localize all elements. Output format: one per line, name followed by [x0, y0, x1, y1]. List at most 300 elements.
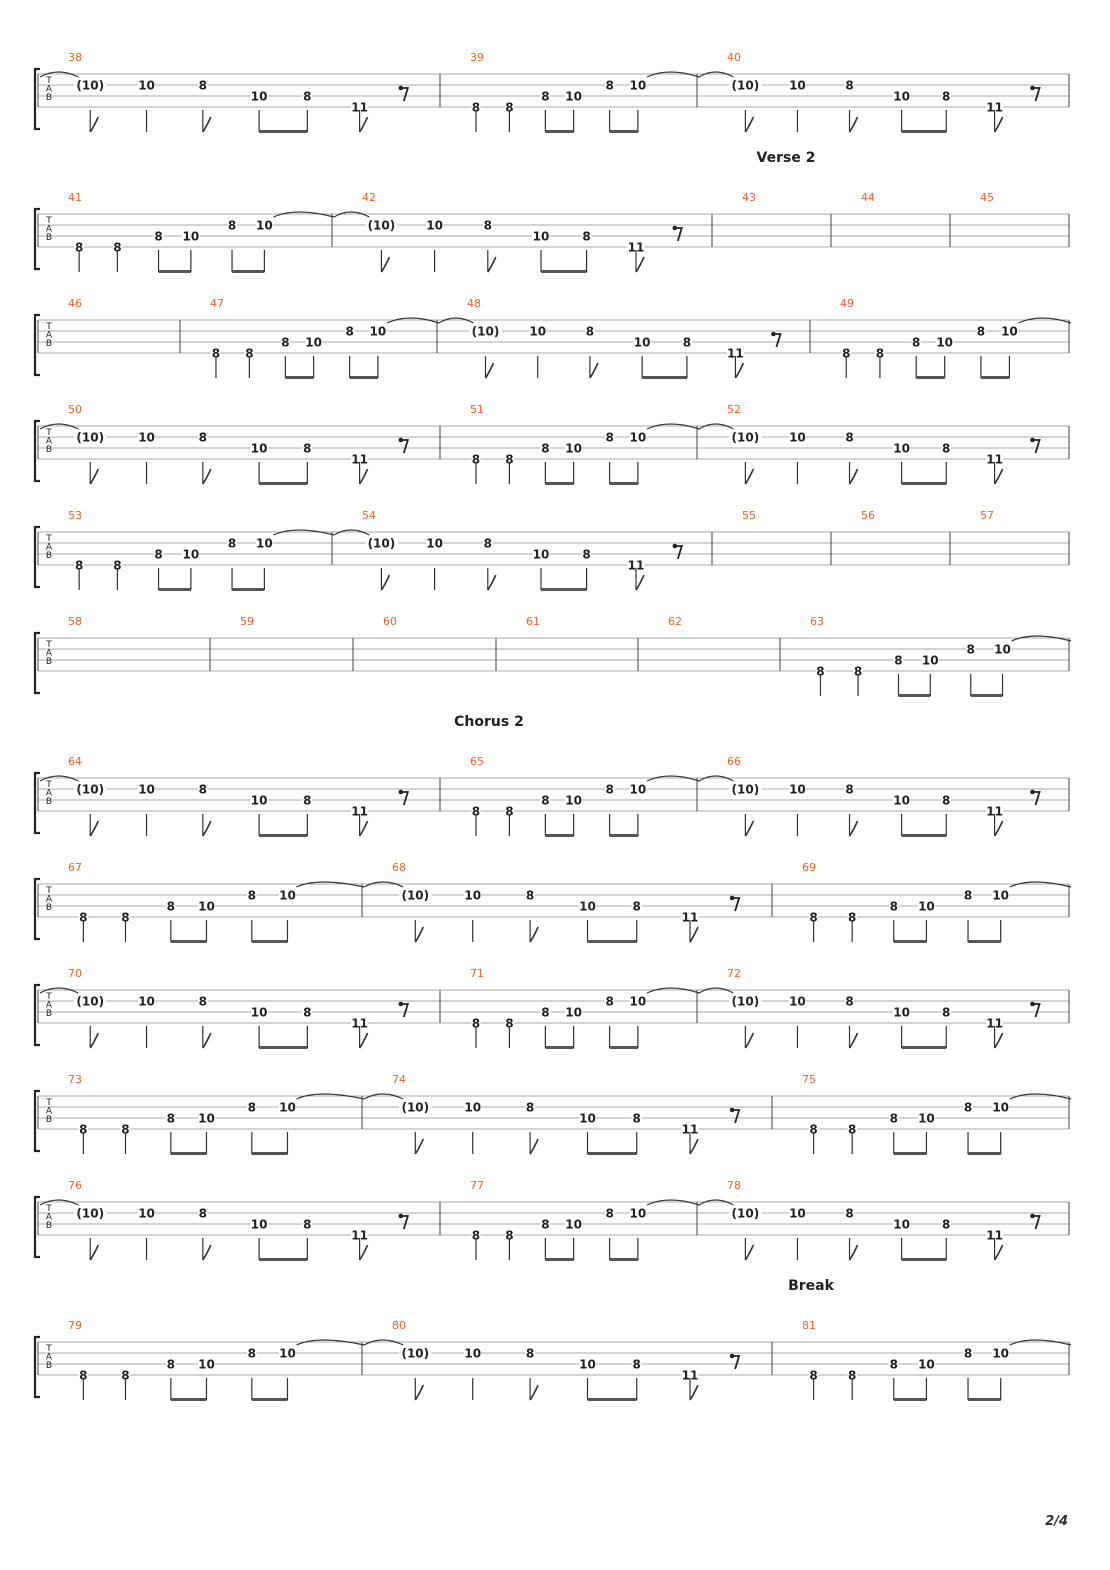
fret-number: 8 — [198, 78, 207, 93]
tie-arc — [699, 424, 733, 429]
fret-number: (10) — [76, 1206, 105, 1221]
bar-number: 47 — [210, 297, 224, 310]
section-label: Chorus 2 — [454, 714, 524, 730]
tie-arc — [1010, 1340, 1071, 1345]
eighth-rest-dot — [673, 544, 678, 549]
tab-clef-letter: T — [46, 322, 52, 332]
fret-number: (10) — [471, 324, 500, 339]
note-beam — [968, 940, 1001, 943]
tie-arc — [699, 988, 733, 993]
fret-number: 10 — [279, 1100, 296, 1115]
bar-number: 48 — [467, 297, 481, 310]
bar-number: 70 — [68, 967, 82, 980]
note-beam — [171, 940, 207, 943]
fret-number: 10 — [918, 1111, 935, 1126]
fret-number: 8 — [525, 1346, 535, 1361]
bar-number: 50 — [68, 403, 82, 416]
note-beam — [916, 376, 944, 379]
eighth-flag — [381, 257, 389, 272]
fret-number: (10) — [401, 1100, 430, 1115]
tab-clef-letter: A — [45, 1106, 53, 1117]
fret-number: 10 — [565, 1217, 582, 1232]
fret-number: 8 — [471, 804, 481, 819]
fret-number: 8 — [845, 994, 854, 1009]
eighth-flag — [381, 575, 389, 590]
fret-number: (10) — [76, 994, 105, 1009]
fret-number: 10 — [250, 441, 268, 456]
fret-number: 10 — [138, 1206, 155, 1221]
note-beam — [252, 1398, 288, 1401]
tie-arc — [647, 72, 699, 77]
tab-clef-letter: B — [45, 1221, 53, 1231]
bar-number: 56 — [861, 509, 875, 522]
tie-arc — [364, 1094, 403, 1099]
fret-number: 8 — [889, 899, 898, 914]
fret-number: 8 — [809, 1122, 818, 1137]
fret-number: 8 — [198, 994, 207, 1009]
tie-arc — [334, 212, 369, 217]
bar-number: 57 — [980, 509, 994, 522]
note-beam — [610, 482, 638, 485]
fret-number: 10 — [250, 89, 268, 104]
fret-number: 10 — [198, 1111, 215, 1126]
eighth-rest-dot — [399, 1214, 404, 1219]
tie-arc — [647, 776, 699, 781]
fret-number: 10 — [182, 229, 200, 244]
fret-number: 10 — [994, 642, 1011, 657]
fret-number: 8 — [483, 218, 492, 233]
fret-number: 8 — [525, 888, 535, 903]
tie-arc — [273, 530, 334, 535]
fret-number: 10 — [789, 430, 806, 445]
fret-number: 8 — [121, 1368, 130, 1383]
fret-number: 10 — [579, 1111, 596, 1126]
bar-number: 41 — [68, 191, 82, 204]
tab-clef-letter: A — [45, 1000, 53, 1011]
note-beam — [610, 1046, 638, 1049]
fret-number: 8 — [816, 664, 825, 679]
fret-number: 10 — [565, 441, 582, 456]
fret-number: 8 — [809, 910, 818, 925]
bar-number: 74 — [392, 1073, 406, 1086]
tie-arc — [699, 776, 733, 781]
bar-number: 42 — [362, 191, 376, 204]
fret-number: 8 — [632, 1357, 641, 1372]
fret-number: 8 — [605, 78, 614, 93]
fret-number: 8 — [303, 1005, 312, 1020]
fret-number: (10) — [76, 78, 105, 93]
eighth-rest-dot — [730, 1354, 735, 1359]
eighth-flag — [995, 469, 1003, 484]
bar-number: 62 — [668, 615, 682, 628]
fret-number: 11 — [986, 1228, 1003, 1243]
fret-number: 8 — [912, 335, 921, 350]
tie-arc — [296, 1094, 364, 1099]
fret-number: 10 — [565, 1005, 582, 1020]
bar-number: 44 — [861, 191, 875, 204]
fret-number: 8 — [605, 994, 614, 1009]
fret-number: 8 — [505, 1228, 514, 1243]
fret-number: 10 — [198, 899, 215, 914]
tab-clef-letter: T — [46, 1344, 52, 1354]
fret-number: (10) — [731, 782, 760, 797]
note-beam — [159, 588, 191, 591]
tab-clef-letter: B — [45, 1361, 53, 1371]
eighth-rest-dot — [399, 86, 404, 91]
tab-clef-letter: A — [45, 1352, 53, 1363]
fret-number: 10 — [629, 1206, 647, 1221]
note-beam — [610, 130, 638, 133]
eighth-rest-dot — [1030, 86, 1035, 91]
eighth-flag — [995, 117, 1003, 132]
bar-number: 72 — [727, 967, 741, 980]
note-beam — [981, 376, 1009, 379]
fret-number: 8 — [505, 100, 514, 115]
fret-number: 8 — [541, 89, 550, 104]
note-beam — [588, 1398, 637, 1401]
eighth-flag — [415, 1385, 423, 1400]
eighth-rest-dot — [1030, 790, 1035, 795]
fret-number: 10 — [629, 430, 647, 445]
fret-number: 10 — [629, 782, 647, 797]
tab-clef-letter: T — [46, 216, 52, 226]
note-beam — [898, 694, 930, 697]
fret-number: 10 — [250, 1005, 268, 1020]
fret-number: 10 — [256, 536, 273, 551]
tie-arc — [647, 988, 699, 993]
tab-clef-letter: T — [46, 640, 52, 650]
fret-number: 8 — [942, 1005, 951, 1020]
fret-number: 10 — [893, 89, 910, 104]
tab-clef-letter: B — [45, 1115, 53, 1125]
eighth-rest-dot — [730, 1108, 735, 1113]
fret-number: 8 — [113, 240, 122, 255]
fret-number: 8 — [845, 1206, 854, 1221]
fret-number: 8 — [471, 1228, 481, 1243]
fret-number: 8 — [942, 1217, 951, 1232]
eighth-flag — [90, 117, 98, 132]
fret-number: 11 — [351, 100, 368, 115]
note-beam — [902, 1258, 947, 1261]
bar-number: 67 — [68, 861, 82, 874]
fret-number: (10) — [731, 1206, 760, 1221]
fret-number: (10) — [731, 78, 760, 93]
fret-number: 10 — [279, 888, 296, 903]
note-beam — [588, 940, 637, 943]
fret-number: 10 — [789, 78, 806, 93]
fret-number: 10 — [532, 547, 550, 562]
fret-number: 10 — [921, 653, 939, 668]
tab-clef-letter: T — [46, 886, 52, 896]
fret-number: 8 — [227, 536, 237, 551]
tab-clef-letter: B — [45, 93, 53, 103]
tie-arc — [364, 1340, 403, 1345]
note-beam — [902, 834, 947, 837]
fret-number: (10) — [731, 430, 760, 445]
tab-clef-letter: A — [45, 224, 53, 235]
fret-number: 10 — [789, 994, 806, 1009]
bar-number: 49 — [840, 297, 854, 310]
fret-number: 8 — [942, 793, 951, 808]
eighth-flag — [203, 1033, 211, 1048]
fret-number: 10 — [198, 1357, 215, 1372]
eighth-flag — [530, 1385, 538, 1400]
fret-number: 8 — [966, 642, 975, 657]
fret-number: 8 — [113, 558, 122, 573]
note-beam — [285, 376, 313, 379]
eighth-flag — [636, 575, 644, 590]
bar-number: 55 — [742, 509, 756, 522]
section-label: Verse 2 — [756, 150, 816, 166]
fret-number: 8 — [505, 452, 514, 467]
eighth-flag — [530, 1139, 538, 1154]
fret-number: 10 — [305, 335, 322, 350]
fret-number: 8 — [632, 1111, 641, 1126]
eighth-rest-dot — [673, 226, 678, 231]
fret-number: 11 — [351, 452, 368, 467]
fret-number: 8 — [541, 1217, 550, 1232]
fret-number: 11 — [986, 1016, 1003, 1031]
section-label: Break — [788, 1278, 834, 1294]
fret-number: 8 — [541, 793, 550, 808]
note-beam — [610, 834, 638, 837]
note-beam — [350, 376, 378, 379]
eighth-flag — [690, 927, 698, 942]
fret-number: 11 — [351, 1016, 368, 1031]
fret-number: 8 — [166, 1111, 176, 1126]
tie-arc — [1012, 636, 1071, 641]
fret-number: 10 — [279, 1346, 296, 1361]
fret-number: 10 — [579, 899, 596, 914]
tab-clef-letter: B — [45, 903, 53, 913]
note-beam — [171, 1398, 207, 1401]
fret-number: 10 — [992, 1346, 1010, 1361]
fret-number: 8 — [845, 78, 854, 93]
fret-number: 8 — [471, 1016, 481, 1031]
bar-number: 78 — [727, 1179, 741, 1192]
bar-number: 77 — [470, 1179, 484, 1192]
tab-clef-letter: A — [45, 436, 53, 447]
fret-number: 10 — [256, 218, 273, 233]
eighth-flag — [360, 1033, 368, 1048]
eighth-flag — [636, 257, 644, 272]
fret-number: 8 — [632, 899, 641, 914]
eighth-flag — [995, 1245, 1003, 1260]
tab-clef-letter: A — [45, 788, 53, 799]
tie-arc — [1018, 318, 1071, 323]
fret-number: 8 — [245, 346, 254, 361]
fret-number: 10 — [464, 1100, 482, 1115]
fret-number: 8 — [121, 910, 130, 925]
fret-number: 10 — [565, 793, 582, 808]
fret-number: 8 — [121, 1122, 130, 1137]
fret-number: 11 — [986, 100, 1003, 115]
tab-clef-letter: T — [46, 780, 52, 790]
note-beam — [968, 1152, 1001, 1155]
eighth-flag — [850, 117, 858, 132]
fret-number: 8 — [605, 430, 614, 445]
fret-number: (10) — [76, 782, 105, 797]
eighth-flag — [690, 1385, 698, 1400]
fret-number: 8 — [471, 452, 481, 467]
tie-arc — [296, 882, 364, 887]
fret-number: (10) — [401, 888, 430, 903]
fret-number: 8 — [894, 653, 903, 668]
fret-number: 8 — [942, 89, 951, 104]
bar-number: 58 — [68, 615, 82, 628]
eighth-flag — [360, 1245, 368, 1260]
bar-number: 46 — [68, 297, 82, 310]
bar-number: 68 — [392, 861, 406, 874]
eighth-flag — [850, 821, 858, 836]
note-beam — [252, 940, 288, 943]
tie-arc — [296, 1340, 364, 1345]
fret-number: 10 — [138, 782, 155, 797]
tie-arc — [647, 424, 699, 429]
tab-clef-letter: A — [45, 84, 53, 95]
fret-number: 8 — [848, 1368, 857, 1383]
fret-number: (10) — [367, 218, 396, 233]
note-beam — [252, 1152, 288, 1155]
bar-number: 54 — [362, 509, 376, 522]
fret-number: 8 — [211, 346, 221, 361]
eighth-flag — [203, 469, 211, 484]
bar-number: 79 — [68, 1319, 82, 1332]
note-beam — [259, 482, 307, 485]
tie-arc — [647, 1200, 699, 1205]
fret-number: 11 — [727, 346, 744, 361]
eighth-flag — [995, 1033, 1003, 1048]
fret-number: 8 — [505, 1016, 514, 1031]
tie-arc — [334, 530, 369, 535]
fret-number: 10 — [633, 335, 651, 350]
fret-number: 10 — [1001, 324, 1018, 339]
tab-clef-letter: B — [45, 445, 53, 455]
fret-number: 8 — [875, 346, 885, 361]
bar-number: 75 — [802, 1073, 816, 1086]
bar-number: 63 — [810, 615, 824, 628]
fret-number: 8 — [582, 229, 591, 244]
fret-number: 10 — [138, 430, 155, 445]
fret-number: 10 — [893, 441, 910, 456]
fret-number: 8 — [541, 1005, 550, 1020]
note-beam — [545, 482, 573, 485]
fret-number: 10 — [464, 1346, 482, 1361]
fret-number: 8 — [585, 324, 595, 339]
fret-number: 11 — [627, 558, 645, 573]
fret-number: 10 — [369, 324, 387, 339]
fret-number: 10 — [629, 994, 647, 1009]
fret-number: 8 — [79, 1368, 88, 1383]
eighth-flag — [90, 821, 98, 836]
fret-number: 8 — [247, 1346, 257, 1361]
eighth-flag — [203, 821, 211, 836]
eighth-flag — [203, 117, 211, 132]
tie-arc — [273, 212, 334, 217]
fret-number: 8 — [845, 430, 854, 445]
fret-number: 8 — [198, 1206, 207, 1221]
fret-number: 8 — [471, 100, 481, 115]
fret-number: 10 — [918, 1357, 935, 1372]
note-beam — [259, 1046, 307, 1049]
fret-number: 10 — [464, 888, 482, 903]
fret-number: 8 — [227, 218, 237, 233]
bar-number: 64 — [68, 755, 82, 768]
note-beam — [902, 1046, 947, 1049]
eighth-flag — [690, 1139, 698, 1154]
fret-number: 8 — [281, 335, 290, 350]
note-beam — [545, 1258, 573, 1261]
page-number: 2/4 — [1045, 1514, 1068, 1529]
eighth-flag — [745, 1033, 753, 1048]
tab-clef-letter: B — [45, 233, 53, 243]
fret-number: 11 — [681, 1122, 699, 1137]
fret-number: 8 — [848, 1122, 857, 1137]
bar-number: 59 — [240, 615, 254, 628]
bar-number: 38 — [68, 51, 82, 64]
note-beam — [159, 270, 191, 273]
tie-arc — [1010, 882, 1071, 887]
tie-arc — [439, 318, 473, 323]
tie-arc — [699, 72, 733, 77]
fret-number: 10 — [992, 1100, 1010, 1115]
fret-number: 10 — [250, 793, 268, 808]
tab-clef-letter: T — [46, 1098, 52, 1108]
fret-number: 11 — [681, 1368, 699, 1383]
note-beam — [259, 1258, 307, 1261]
note-beam — [171, 1152, 207, 1155]
fret-number: 8 — [853, 664, 863, 679]
tab-clef-letter: A — [45, 1212, 53, 1223]
eighth-flag — [415, 927, 423, 942]
fret-number: 10 — [579, 1357, 596, 1372]
tab-clef-letter: T — [46, 992, 52, 1002]
bar-number: 80 — [392, 1319, 406, 1332]
fret-number: 8 — [483, 536, 492, 551]
fret-number: 11 — [351, 804, 368, 819]
fret-number: 10 — [893, 793, 910, 808]
note-beam — [545, 1046, 573, 1049]
fret-number: 10 — [426, 536, 443, 551]
fret-number: 10 — [250, 1217, 268, 1232]
eighth-flag — [735, 363, 743, 378]
note-beam — [541, 588, 587, 591]
fret-number: 10 — [893, 1217, 910, 1232]
fret-number: 10 — [138, 994, 155, 1009]
eighth-rest-dot — [399, 790, 404, 795]
fret-number: 8 — [303, 89, 312, 104]
fret-number: 8 — [154, 229, 163, 244]
bar-number: 61 — [526, 615, 540, 628]
fret-number: 8 — [79, 1122, 88, 1137]
fret-number: 10 — [789, 782, 806, 797]
fret-number: 8 — [809, 1368, 818, 1383]
eighth-flag — [360, 117, 368, 132]
fret-number: 8 — [541, 441, 550, 456]
fret-number: 8 — [605, 782, 614, 797]
eighth-flag — [530, 927, 538, 942]
eighth-rest-dot — [399, 438, 404, 443]
bar-number: 39 — [470, 51, 484, 64]
note-beam — [545, 834, 573, 837]
bar-number: 51 — [470, 403, 484, 416]
eighth-flag — [995, 821, 1003, 836]
fret-number: 8 — [963, 1100, 973, 1115]
tab-clef-letter: B — [45, 551, 53, 561]
fret-number: 10 — [992, 888, 1010, 903]
bar-number: 40 — [727, 51, 741, 64]
fret-number: 8 — [247, 1100, 257, 1115]
